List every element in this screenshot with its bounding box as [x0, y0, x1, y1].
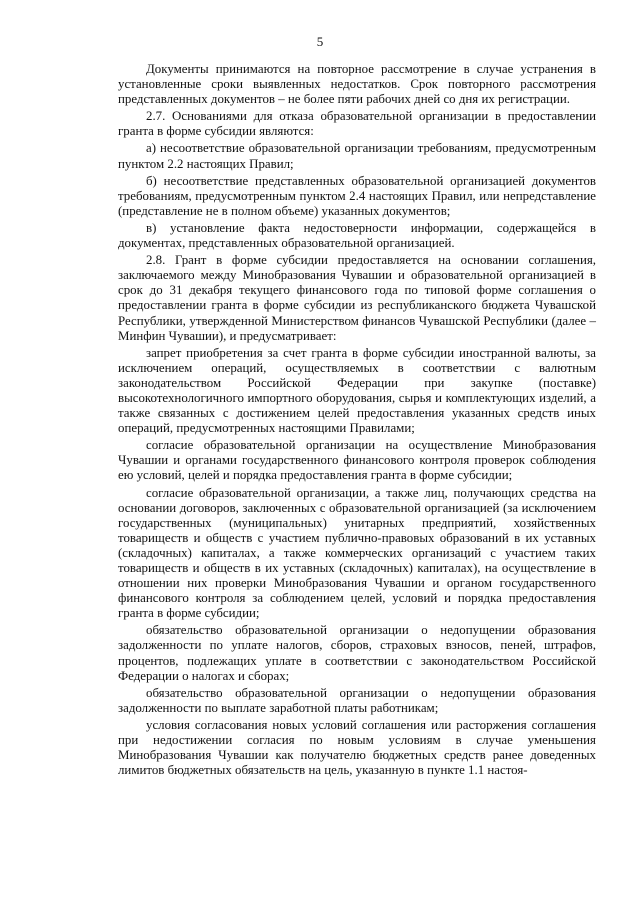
- paragraph-consent-third-parties: согласие образовательной организации, а также лиц, получающих средства на основании договоров, заключенных с образовательной организацией (за исключением государственных (муниципальных) унитарных предприятий, хозяйственных товариществ и обществ с участием публично-правовых образований в их уставных (складочных) капиталах, а также коммерческих организаций с участием таких товариществ и обществ в их уставных (складочных) капиталах), на осуществление в отношении них проверки Минобразования Чувашии и органом государственного финансового контроля за соблюдением целей, условий и порядка предоставления гранта в форме субсидии;: [118, 485, 596, 621]
- paragraph-2-7-a: а) несоответствие образовательной организации требованиям, предусмотренным пунктом 2.2 настоящих Правил;: [118, 141, 596, 171]
- paragraph-2-7-b: б) несоответствие представленных образовательной организацией документов требованиям, предусмотренным пунктом 2.4 настоящих Правил, или непредставление (представление не в полном объеме) указанных документов;: [118, 173, 596, 218]
- paragraph-consent-inspections: согласие образовательной организации на осуществление Минобразования Чувашии и органами государственного финансового контроля проверок соблюдения ею условий, целей и порядка предоставления гранта в форме субсидии;: [118, 438, 596, 483]
- paragraph-2-7-v: в) установление факта недостоверности информации, содержащейся в документах, представленных образовательной организацией.: [118, 220, 596, 251]
- paragraph-agreement-amendment: условия согласования новых условий соглашения или расторжения соглашения при недостижении согласия по новым условиям в случае уменьшения Минобразования Чувашии как получателю бюджетных средств ранее доведенных лимитов бюджетных обязательств на цель, указанную в пункте 1.1 настоя-: [118, 717, 596, 778]
- paragraph-2-7-refusal-grounds: 2.7. Основаниями для отказа образовательной организации в предоставлении гранта в форме субсидии являются:: [118, 109, 596, 139]
- paragraph-2-8-agreement: 2.8. Грант в форме субсидии предоставляется на основании соглашения, заключаемого между Минобразования Чувашии и образовательной организацией в срок до 31 декабря текущего финансового года по типовой форме соглашения о предоставлении гранта в форме субсидии из республиканского бюджета Чувашской Республики, утвержденной Министерством финансов Чувашской Республики (далее – Минфин Чувашии), и предусматривает:: [118, 253, 596, 343]
- paragraph-tax-debt-obligation: обязательство образовательной организации о недопущении образования задолженности по уплате налогов, сборов, страховых взносов, пеней, штрафов, процентов, подлежащих уплате в соответствии с законодательством Российской Федерации о налогах и сборах;: [118, 623, 596, 683]
- paragraph-currency-ban: запрет приобретения за счет гранта в форме субсидии иностранной валюты, за исключением операций, осуществляемых в соответствии с валютным законодательством Российской Федерации при закупке (поставке) высокотехнологичного импортного оборудования, сырья и комплектующих изделий, а также связанных с достижением целей предоставления указанных средств иных операций, предусмотренных настоящими Правилами;: [118, 345, 596, 436]
- document-body: [118, 62, 596, 780]
- paragraph-resubmission: Документы принимаются на повторное рассмотрение в случае устранения в установленные сроки выявленных недостатков. Срок повторного рассмотрения представленных документов – не более пяти рабочих дней со дня их регистрации.: [118, 62, 596, 107]
- page-number: 5: [316, 34, 324, 49]
- paragraph-wage-debt-obligation: обязательство образовательной организации о недопущении образования задолженности по выплате заработной платы работникам;: [118, 685, 596, 715]
